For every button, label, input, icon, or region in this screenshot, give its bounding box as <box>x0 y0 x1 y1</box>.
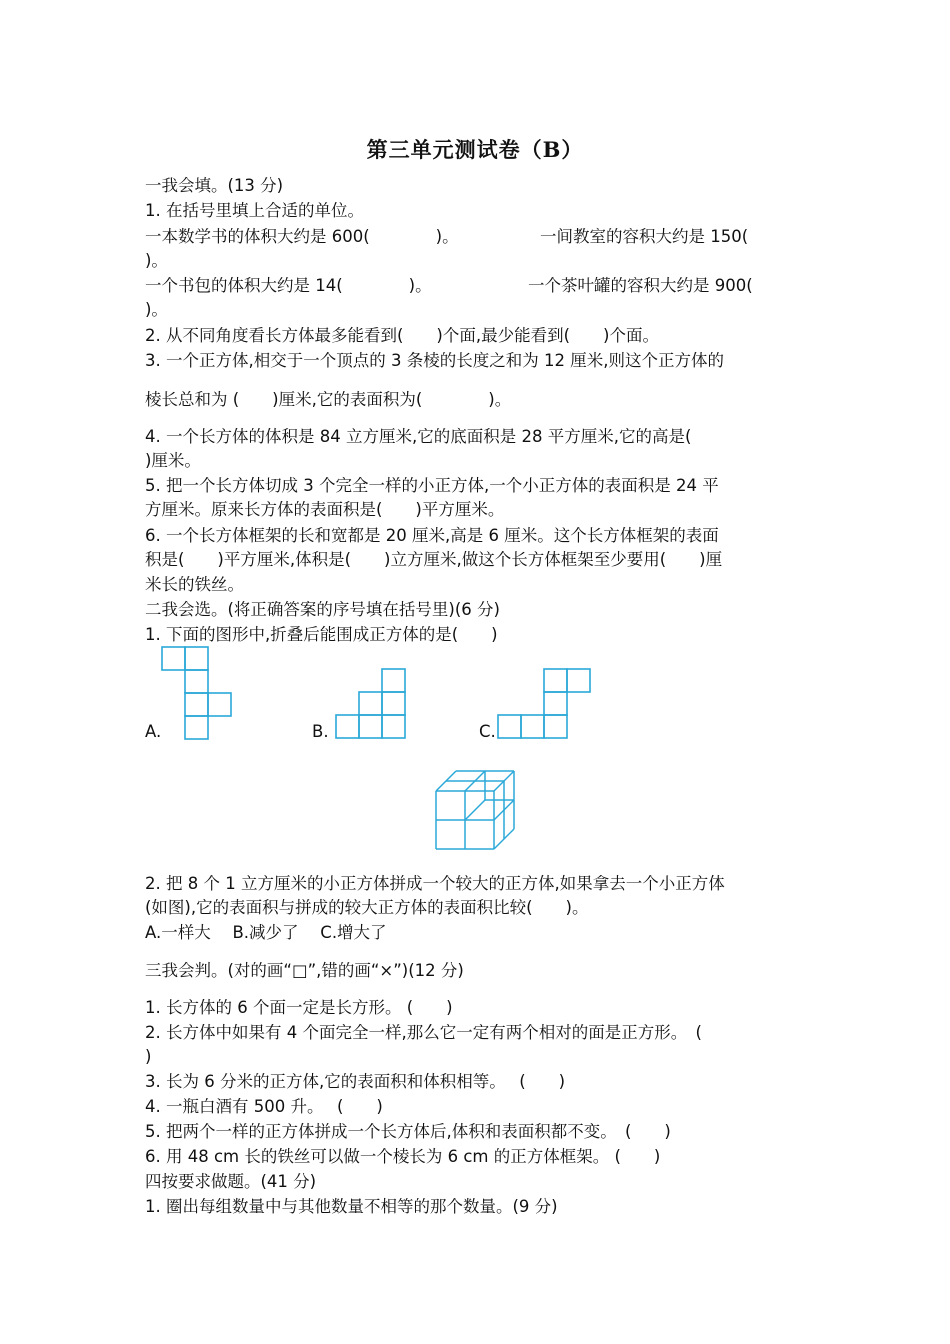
s3-q2-line1: 2. 长方体中如果有 4 个面完全一样,那么它一定有两个相对的面是正方形。 ( <box>145 1023 702 1042</box>
s1-q6-line1: 6. 一个长方体框架的长和宽都是 20 厘米,高是 6 厘米。这个长方体框架的表面 <box>145 526 719 545</box>
s1-q1a: 一本数学书的体积大约是 600( )。 <box>145 227 459 246</box>
section3-heading: 三我会判。(对的画“□”,错的画“×”)(12 分) <box>145 961 464 980</box>
s2-q1: 1. 下面的图形中,折叠后能围成正方体的是( ) <box>145 625 498 644</box>
s1-q1: 1. 在括号里填上合适的单位。 <box>145 201 364 220</box>
s3-q4: 4. 一瓶白酒有 500 升。 ( ) <box>145 1097 383 1116</box>
s1-q3-line2: 棱长总和为 ( )厘米,它的表面积为( )。 <box>145 390 512 409</box>
s3-q6: 6. 用 48 cm 长的铁丝可以做一个棱长为 6 cm 的正方体框架。 ( ) <box>145 1147 661 1166</box>
s1-q1c: 一个书包的体积大约是 14( )。 <box>145 276 432 295</box>
net-figure-c <box>497 668 597 743</box>
s1-q6-line3: 米长的铁丝。 <box>145 575 244 594</box>
section1-heading: 一我会填。(13 分) <box>145 176 284 195</box>
s4-q1: 1. 圈出每组数量中与其他数量不相等的那个数量。(9 分) <box>145 1197 558 1216</box>
s1-q1b: 一间教室的容积大约是 150( <box>540 227 749 246</box>
s1-q1d: 一个茶叶罐的容积大约是 900( <box>528 276 753 295</box>
s1-q4-line2: )厘米。 <box>145 451 201 470</box>
section4-heading: 四按要求做题。(41 分) <box>145 1172 317 1191</box>
s1-q2: 2. 从不同角度看长方体最多能看到( )个面,最少能看到( )个面。 <box>145 326 659 345</box>
page-title: 第三单元测试卷（B） <box>366 137 584 162</box>
cube-figure <box>435 770 520 852</box>
s1-q1b-end: )。 <box>145 251 168 270</box>
section2-heading: 二我会选。(将正确答案的序号填在括号里)(6 分) <box>145 600 500 619</box>
s2-q2-line1: 2. 把 8 个 1 立方厘米的小正方体拼成一个较大的正方体,如果拿去一个小正方体 <box>145 874 725 893</box>
net-figure-a <box>161 646 236 741</box>
s2-q2-line2: (如图),它的表面积与拼成的较大正方体的表面积比较( )。 <box>145 898 589 917</box>
s2-q2-options: A.一样大 B.减少了 C.增大了 <box>145 923 387 942</box>
s1-q6-line2: 积是( )平方厘米,体积是( )立方厘米,做这个长方体框架至少要用( )厘 <box>145 550 723 569</box>
s1-q3-line1: 3. 一个正方体,相交于一个顶点的 3 条棱的长度之和为 12 厘米,则这个正方体的 <box>145 351 724 370</box>
option-b-label: B. <box>312 722 329 741</box>
s1-q1d-end: )。 <box>145 300 168 319</box>
s1-q5-line2: 方厘米。原来长方体的表面积是( )平方厘米。 <box>145 500 505 519</box>
option-a-label: A. <box>145 722 162 741</box>
s3-q5: 5. 把两个一样的正方体拼成一个长方体后,体积和表面积都不变。 ( ) <box>145 1122 671 1141</box>
s1-q5-line1: 5. 把一个长方体切成 3 个完全一样的小正方体,一个小正方体的表面积是 24 平 <box>145 476 719 495</box>
option-c-label: C. <box>479 722 496 741</box>
s3-q3: 3. 长为 6 分米的正方体,它的表面积和体积相等。 ( ) <box>145 1072 566 1091</box>
net-figure-b <box>335 668 410 743</box>
s3-q2-line2: ) <box>145 1047 152 1066</box>
s3-q1: 1. 长方体的 6 个面一定是长方形。 ( ) <box>145 998 453 1017</box>
s1-q4-line1: 4. 一个长方体的体积是 84 立方厘米,它的底面积是 28 平方厘米,它的高是( <box>145 427 692 446</box>
